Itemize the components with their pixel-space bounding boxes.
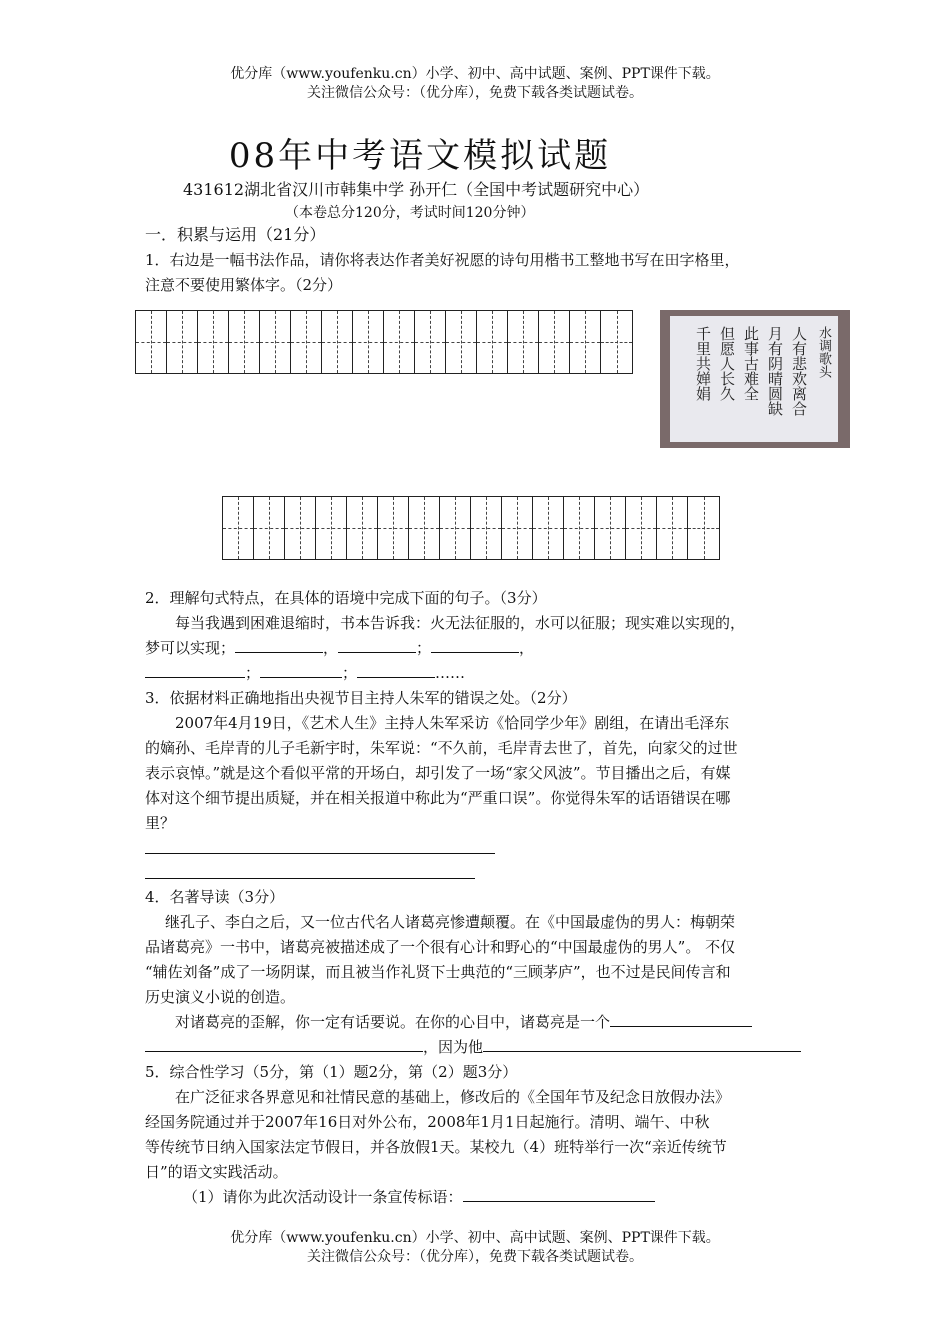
q2-line-2: 每当我遇到困难退缩时，书本告诉我：火无法征服的，水可以征服；现实难以实现的， [175,614,746,632]
grid-cell[interactable] [347,497,378,559]
grid-cell[interactable] [384,311,415,373]
q2-sep: ； [245,664,261,682]
q1-line-2: 注意不要使用繁体字。（2分） [145,276,343,294]
q4-line-3: 品诸葛亮》一书中，诸葛亮被描述成了一个很有心计和野心的“中国最虚伪的男人”。 不仅 [145,938,736,956]
q5-prompt: （1）请你为此次活动设计一条宣传标语： [183,1188,463,1206]
calligraphy-col: 月有阴晴圆缺 [766,326,784,416]
author-line: 431612湖北省汉川市韩集中学 孙开仁（全国中考试题研究中心） [183,180,650,199]
q4-line-4: “辅佐刘备”成了一场阴谋，而且被当作礼贤下士典范的“三顾茅庐”，也不过是民间传言和 [145,963,731,981]
grid-cell[interactable] [539,311,570,373]
section-1-heading: 一．积累与运用（21分） [145,225,326,244]
q4-because: ，因为他 [423,1038,484,1056]
q4-line-6 [175,1010,752,1035]
grid-cell[interactable] [502,497,533,559]
q4-prompt: 对诸葛亮的歪解，你一定有话要说。在你的心目中，诸葛亮是一个 [175,1013,611,1031]
q4-line-2: 继孔子、李白之后，又一位古代名人诸葛亮惨遭颠覆。在《中国最虚伪的男人：梅朝荣 [165,913,736,931]
grid-cell[interactable] [322,311,353,373]
calligraphy-paper [670,316,838,442]
calligraphy-col: 此事古难全 [742,326,760,401]
q3-line-2: 2007年4月19日，《艺术人生》主持人朱军采访《恰同学少年》剧组，在请出毛泽东 [175,714,730,732]
calligraphy-col: 但愿人长久 [718,326,736,401]
grid-cell[interactable] [601,311,632,373]
answer-blank[interactable] [145,663,245,678]
grid-cell[interactable] [533,497,564,559]
footer-line-2: 关注微信公众号：（优分库），免费下载各类试题试卷。 [307,1249,643,1265]
grid-cell[interactable] [409,497,440,559]
q2-sep: ； [342,664,358,682]
grid-cell[interactable] [595,497,626,559]
grid-cell[interactable] [198,311,229,373]
grid-cell[interactable] [167,311,198,373]
q5-line-3: 经国务院通过并于2007年16日对外公布，2008年1月1日起施行。清明、端午、中秋 [145,1113,710,1131]
grid-cell[interactable] [626,497,657,559]
writing-grid-2[interactable] [222,496,720,560]
grid-cell[interactable] [260,311,291,373]
calligraphy-scroll-image [660,310,850,448]
grid-cell[interactable] [570,311,601,373]
answer-blank[interactable] [260,663,342,678]
grid-cell[interactable] [223,497,254,559]
q2-sep: ， [519,639,535,657]
footer-line-1: 优分库（www.youfenku.cn）小学、初中、高中试题、案例、PPT课件下载。 [230,1230,720,1246]
q2-sep: ， [323,639,339,657]
grid-cell[interactable] [508,311,539,373]
q2-line-1: 2．理解句式特点，在具体的语境中完成下面的句子。（3分） [145,589,547,607]
grid-cell[interactable] [657,497,688,559]
grid-cell[interactable] [285,497,316,559]
q4-line-1: 4．名著导读（3分） [145,888,285,906]
q4-line-7 [145,1035,801,1060]
grid-cell[interactable] [136,311,167,373]
q1-line-1: 1．右边是一幅书法作品，请你将表达作者美好祝愿的诗句用楷书工整地书写在田字格里， [145,251,740,269]
answer-blank[interactable] [483,1037,801,1052]
q3-line-1: 3．依据材料正确地指出央视节目主持人朱军的错误之处。（2分） [145,689,577,707]
q5-line-4: 等传统节日纳入国家法定节假日，并各放假1天。某校九（4）班特举行一次“亲近传统节 [145,1138,727,1156]
header-line-1: 优分库（www.youfenku.cn）小学、初中、高中试题、案例、PPT课件下载。 [230,66,720,82]
grid-cell[interactable] [471,497,502,559]
answer-line[interactable] [145,878,475,879]
q3-line-6: 里？ [145,814,176,832]
calligraphy-col: 千里共婵娟 [694,326,712,401]
q3-line-3: 的嫡孙、毛岸青的儿子毛新宇时，朱军说：“不久前，毛岸青去世了，首先，向家父的过世 [145,739,738,757]
grid-cell[interactable] [446,311,477,373]
q5-line-6 [183,1185,655,1210]
q3-line-5: 体对这个细节提出质疑，并在相关报道中称此为“严重口误”。你觉得朱军的话语错误在哪 [145,789,731,807]
answer-blank[interactable] [145,1037,423,1052]
calligraphy-col: 人有悲欢离合 [790,326,808,416]
grid-cell[interactable] [316,497,347,559]
header-line-2: 关注微信公众号：（优分库），免费下载各类试题试卷。 [307,85,643,101]
grid-cell[interactable] [688,497,719,559]
q3-line-4: 表示哀悼。”就是这个看似平常的开场白，却引发了一场“家父风波”。节目播出之后，有媒 [145,764,731,782]
answer-blank[interactable] [357,663,435,678]
grid-cell[interactable] [477,311,508,373]
calligraphy-col: 水调歌头 [816,326,831,378]
answer-blank[interactable] [235,638,323,653]
q2-line-3 [145,636,534,661]
q5-line-2: 在广泛征求各界意见和社情民意的基础上，修改后的《全国年节及纪念日放假办法》 [175,1088,731,1106]
grid-cell[interactable] [291,311,322,373]
grid-cell[interactable] [254,497,285,559]
answer-blank[interactable] [431,638,519,653]
writing-grid-1[interactable] [135,310,633,374]
q2-prefix: 梦可以实现； [145,639,236,657]
grid-cell[interactable] [440,497,471,559]
grid-cell[interactable] [564,497,595,559]
grid-cell[interactable] [378,497,409,559]
page-title: 08年中考语文模拟试题 [228,136,612,176]
grid-cell[interactable] [415,311,446,373]
q2-line-4 [145,661,465,686]
answer-blank[interactable] [463,1187,655,1202]
q2-ellipsis: …… [435,664,466,682]
grid-cell[interactable] [353,311,384,373]
grid-cell[interactable] [229,311,260,373]
q2-sep: ； [416,639,432,657]
answer-blank[interactable] [338,638,416,653]
q5-line-1: 5．综合性学习（5分，第（1）题2分，第（2）题3分） [145,1063,518,1081]
q4-line-5: 历史演义小说的创造。 [145,988,296,1006]
answer-blank[interactable] [610,1012,752,1027]
answer-line[interactable] [145,853,495,854]
q5-line-5: 日”的语文实践活动。 [145,1163,288,1181]
exam-info: （本卷总分120分，考试时间120分钟） [285,205,535,221]
